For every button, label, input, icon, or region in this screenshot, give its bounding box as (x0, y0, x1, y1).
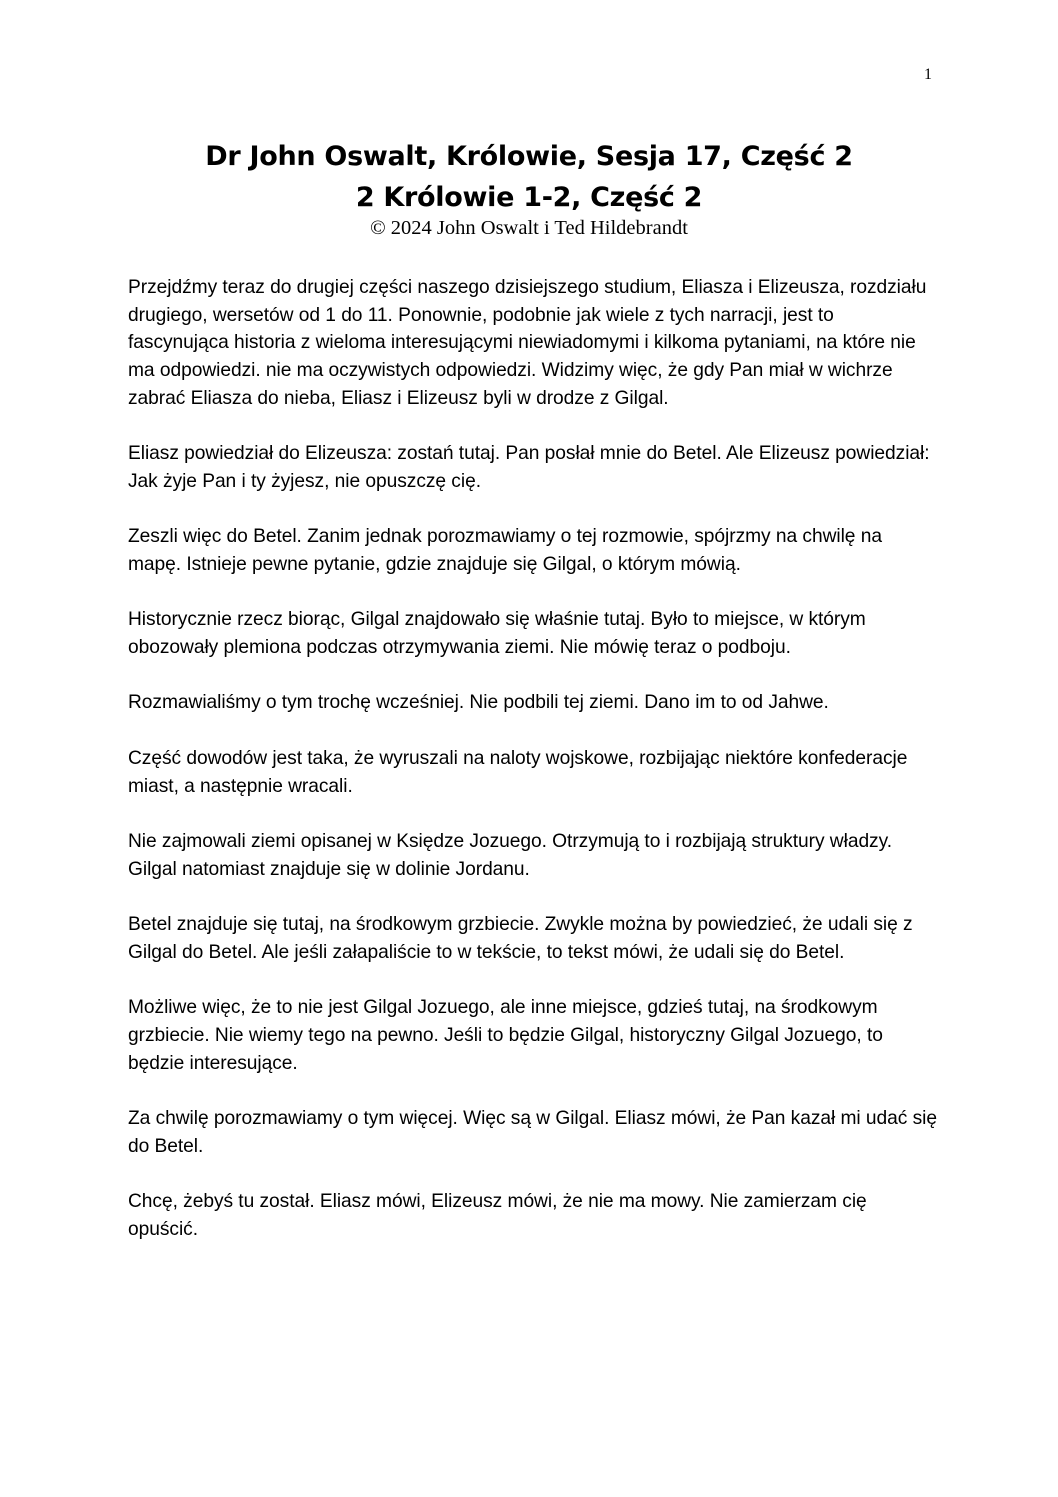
paragraph: Historycznie rzecz biorąc, Gilgal znajdowało się właśnie tutaj. Było to miejsce, w którym obozowały plemiona podczas otrzymywania ziemi. Nie mówię teraz o podboju. (128, 609, 866, 659)
document-body (128, 274, 938, 1271)
paragraph: Za chwilę porozmawiamy o tym więcej. Więc są w Gilgal. Eliasz mówi, że Pan kazał mi udać się do Betel. (128, 1107, 937, 1157)
paragraph: Zeszli więc do Betel. Zanim jednak porozmawiamy o tej rozmowie, spójrzmy na chwilę na mapę. Istnieje pewne pytanie, gdzie znajduje się Gilgal, o którym mówią. (128, 526, 882, 575)
paragraph: Możliwe więc, że to nie jest Gilgal Jozuego, ale inne miejsce, gdzieś tutaj, na środkowym grzbiecie. Nie wiemy tego na pewno. Jeśli to będzie Gilgal, historyczny Gilgal Jozuego, to będzie interesujące. (128, 997, 883, 1074)
title-line-2: 2 Królowie 1-2, Część 2 (355, 182, 703, 213)
paragraph: Przejdźmy teraz do drugiej części naszego dzisiejszego studium, Eliasza i Elizeusza, rozdziału drugiego, wersetów od 1 do 11. Ponownie, podobnie jak wiele z tych narracji, jest to fascynująca historia z wieloma interesującymi niewiadomymi i kilkoma pytaniami, na które nie ma odpowiedzi. nie ma oczywistych odpowiedzi. Widzimy więc, że gdy Pan miał w wichrze zabrać Eliasza do nieba, Eliasz i Elizeusz byli w drodze z Gilgal. (128, 277, 927, 409)
page-number: 1 (924, 66, 932, 83)
paragraph: Eliasz powiedział do Elizeusza: zostań tutaj. Pan posłał mnie do Betel. Ale Elizeusz powiedział: Jak żyje Pan i ty żyjesz, nie opuszczę cię. (128, 443, 930, 492)
paragraph: Betel znajduje się tutaj, na środkowym grzbiecie. Zwykle można by powiedzieć, że udali się z Gilgal do Betel. Ale jeśli załapaliście to w tekście, to tekst mówi, że udali się do Betel. (128, 914, 913, 963)
copyright-line: © 2024 John Oswalt i Ted Hildebrandt (370, 217, 688, 239)
paragraph: Chcę, żebyś tu został. Eliasz mówi, Elizeusz mówi, że nie ma mowy. Nie zamierzam cię opuścić. (128, 1191, 867, 1240)
document-header (0, 136, 1058, 241)
title-line-1: Dr John Oswalt, Królowie, Sesja 17, Część 2 (205, 141, 853, 172)
paragraph: Część dowodów jest taka, że wyruszali na naloty wojskowe, rozbijając niektóre konfederacje miast, a następnie wracali. (128, 747, 908, 797)
paragraph: Rozmawialiśmy o tym trochę wcześniej. Nie podbili tej ziemi. Dano im to od Jahwe. (128, 692, 829, 714)
paragraph: Nie zajmowali ziemi opisanej w Księdze Jozuego. Otrzymują to i rozbijają struktury władzy. Gilgal natomiast znajduje się w dolinie Jordanu. (128, 830, 893, 880)
